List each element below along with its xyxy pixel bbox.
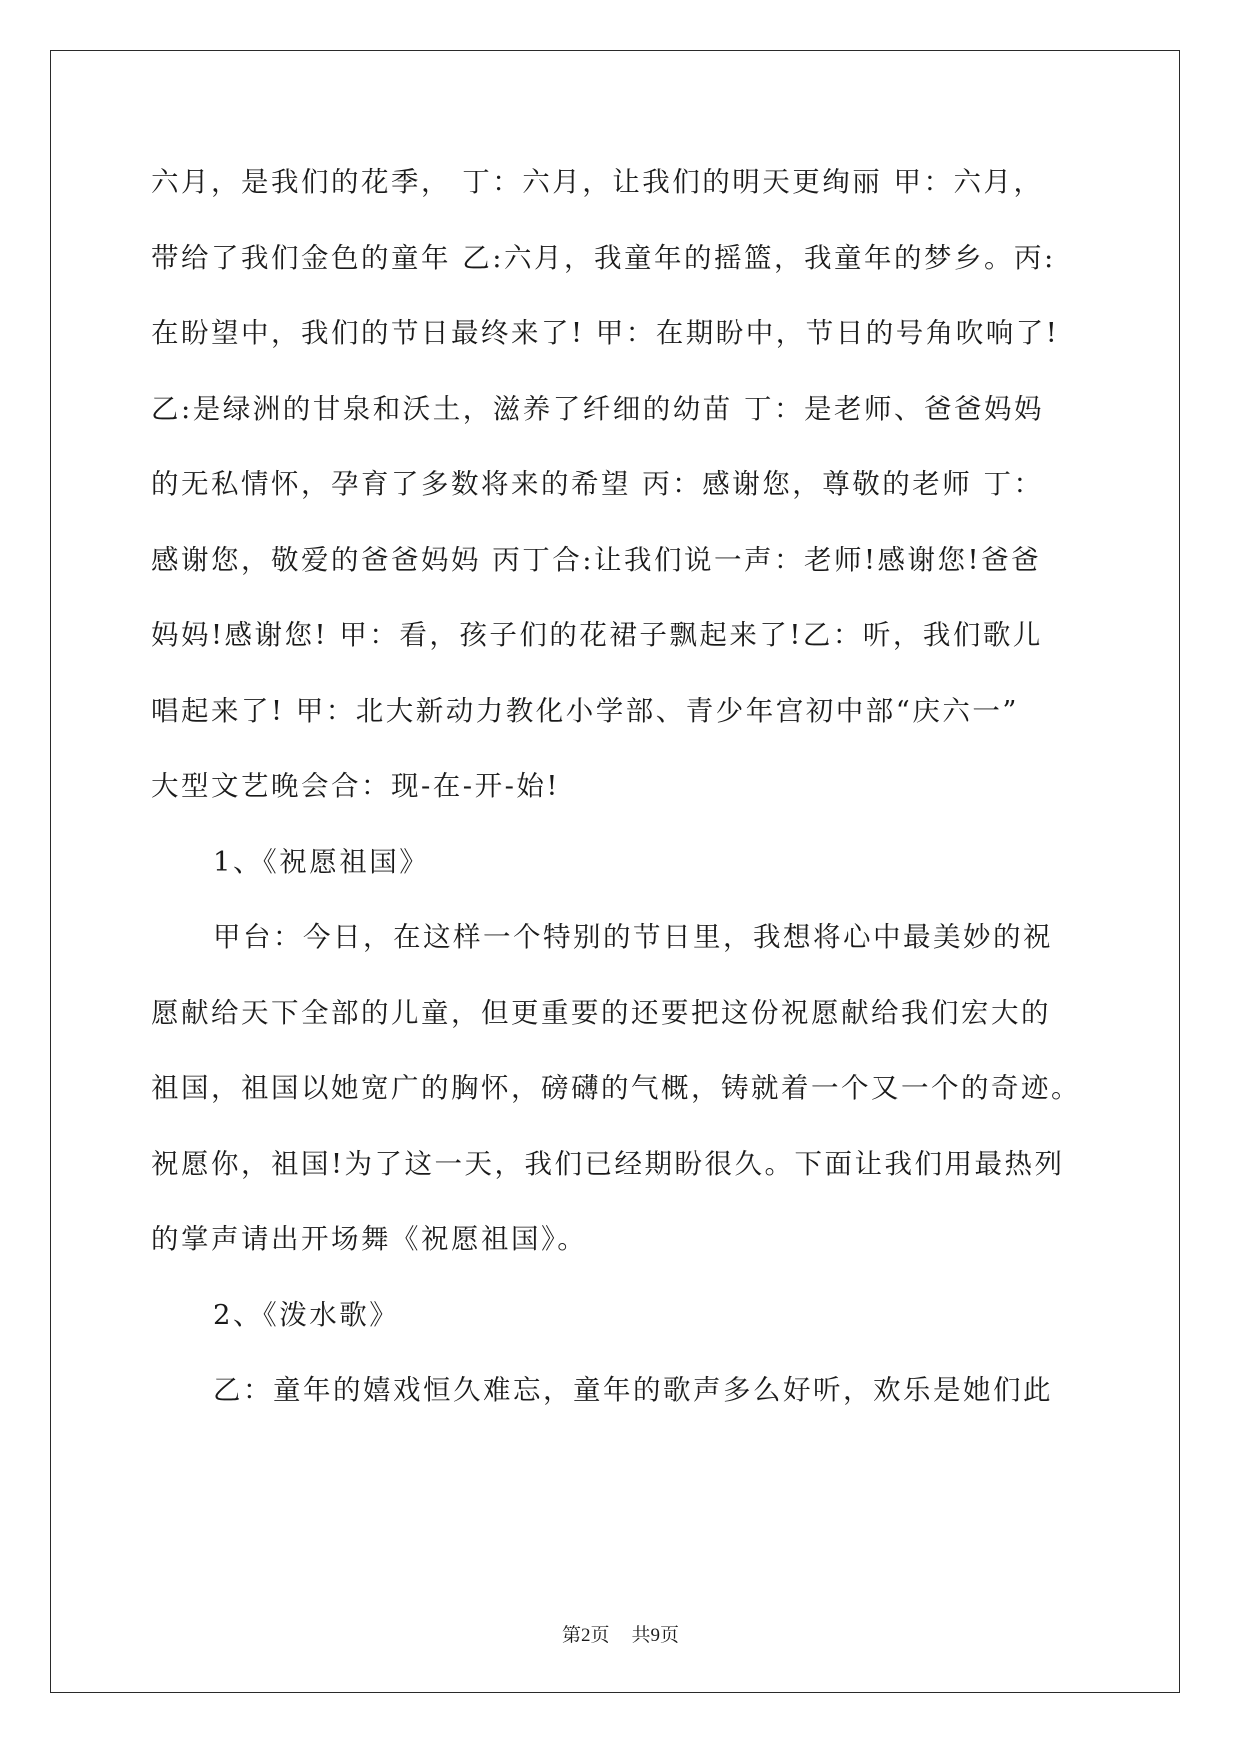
text-line: 的掌声请出开场舞《祝愿祖国》。	[151, 1223, 588, 1255]
text-line: 唱起来了! 甲：北大新动力教化小学部、青少年宫初中部“庆六一”	[151, 694, 1019, 727]
page-footer	[0, 1620, 1241, 1647]
text-line: 带给了我们金色的童年 乙:六月，我童年的摇篮，我童年的梦乡。丙:	[151, 241, 1056, 274]
total-label-suffix: 页	[660, 1624, 680, 1646]
paragraph-first-line: 甲台：今日，在这样一个特别的节日里，我想将心中最美妙的祝	[213, 921, 1053, 953]
text-line: 愿献给天下全部的儿童，但更重要的还要把这份祝愿献给我们宏大的	[151, 996, 1051, 1029]
document-body	[151, 162, 1111, 1446]
total-label-prefix: 共	[631, 1624, 651, 1646]
text-line: 的无私情怀，孕育了多数将来的希望 丙：感谢您，尊敬的老师 丁：	[151, 468, 1044, 500]
text-line: 妈妈!感谢您! 甲：看，孩子们的花裙子飘起来了!乙：听，我们歌儿	[151, 619, 1043, 651]
text-line: 乙:是绿洲的甘泉和沃土，滋养了纤细的幼苗 丁：是老师、爸爸妈妈	[151, 392, 1045, 425]
text-line: 六月，是我们的花季， 丁：六月，让我们的明天更绚丽 甲：六月，	[151, 166, 1044, 198]
text-line: 祝愿你，祖国!为了这一天，我们已经期盼很久。下面让我们用最热列	[151, 1147, 1065, 1180]
text-line: 祖国，祖国以她宽广的胸怀，磅礴的气概，铸就着一个又一个的奇迹。	[151, 1072, 1081, 1104]
total-pages: 9	[650, 1625, 661, 1646]
text-line: 大型文艺晚会合：现-在-开-始!	[151, 770, 560, 802]
section-heading: 2、《泼水歌》	[213, 1298, 400, 1331]
page-label-prefix: 第	[561, 1624, 581, 1646]
paragraph-first-line: 乙：童年的嬉戏恒久难忘，童年的歌声多么好听，欢乐是她们此	[213, 1374, 1053, 1406]
text-line: 感谢您，敬爱的爸爸妈妈 丙丁合:让我们说一声：老师!感谢您!爸爸	[151, 543, 1042, 576]
page-label-suffix: 页	[590, 1624, 610, 1646]
section-heading: 1、《祝愿祖国》	[213, 845, 430, 878]
text-line: 在盼望中，我们的节日最终来了! 甲：在期盼中，节日的号角吹响了!	[151, 317, 1060, 349]
page-number: 2	[580, 1625, 591, 1646]
